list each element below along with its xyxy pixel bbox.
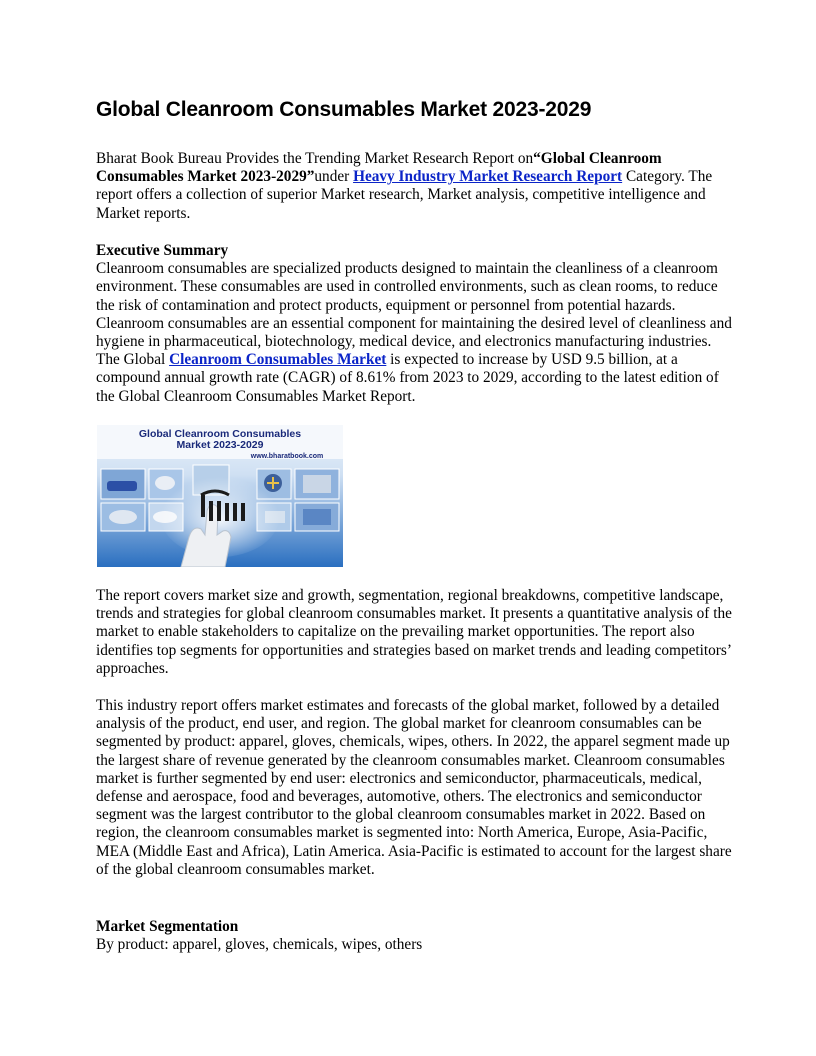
banner-url: www.bharatbook.com [250,453,324,460]
market-segmentation-heading: Market Segmentation [96,918,239,935]
executive-summary-text-1: Cleanroom consumables are specialized products designed to maintain the cleanliness of a cleanroom environment. These consumables are used in controlled environments, such as clean rooms, to reduce the risk of contamination and protect products, equipment or personnel from potential hazards. Cleanroom consumables are an essential component for maintaining the desired level of cleanliness and hygiene in pharmaceutical, biotechnology, medical device, and electronics manufacturing industries. The Global [96,260,732,369]
segmentation-by-product: By product: apparel, gloves, chemicals, wipes, others [96,936,423,954]
intro-lead: Bharat Book Bureau Provides the Trending Market Research Report on [96,150,534,167]
coverage-text: The report covers market size and growth, segmentation, regional breakdowns, competitive landscape, trends and strategies for global cleanroom consumables market. It presents a quantitative analysis of the market to enable stakeholders to capitalize on the prevailing market opportunities. The report also identifies top segments for opportunities and strategies based on market trends and leading competitors’ approaches. [96,587,732,677]
executive-summary-heading: Executive Summary [96,242,229,259]
estimates-text: This industry report offers market estimates and forecasts of the global market, followed by a detailed analysis of the product, end user, and region. The global market for cleanroom consumables can be segmented by product: apparel, gloves, chemicals, wipes, others. In 2022, the apparel segment made up the largest share of revenue generated by the cleanroom consumables market. Cleanroom consumables market is further segmented by end user: electronics and semiconductor, pharmaceuticals, medical, defense and aerospace, food and beverages, automotive, others. The electronics and semiconductor segment was the largest contributor to the global cleanroom consumables market in 2022. Based on region, the cleanroom consumables market is segmented into: North America, Europe, Asia-Pacific, MEA (Middle East and Africa), Latin America. Asia-Pacific is estimated to account for the largest share of the global cleanroom consumables market. [96,697,732,878]
executive-summary-text-2: is expected to increase by USD 9.5 billion, at a compound annual growth rate (CAGR) of 8.61% from 2023 to 2029, according to the latest edition of the Global Cleanroom Consumables Market Report. [96,351,719,405]
intro-under: under [314,168,354,186]
report-name: “Global Cleanroom Consumables Market 2023-2029” [96,150,662,186]
cleanroom-consumables-market-link[interactable]: Cleanroom Consumables Market [169,351,387,369]
page-title: Global Cleanroom Consumables Market 2023-2029 [96,98,592,121]
executive-summary-section [96,242,736,406]
market-segmentation-section [96,918,736,954]
coverage-paragraph [96,587,736,678]
intro-rest: Category. The report offers a collection of superior Market research, Market analysis, competitive intelligence and Market reports. [96,168,713,222]
banner-title-line2: Market 2023-2029 [176,439,264,451]
estimates-paragraph [96,697,736,879]
report-banner-image [97,425,343,567]
heavy-industry-category-link[interactable]: Heavy Industry Market Research Report [353,168,623,186]
intro-paragraph [96,150,736,223]
banner-title-line1: Global Cleanroom Consumables [138,428,302,440]
